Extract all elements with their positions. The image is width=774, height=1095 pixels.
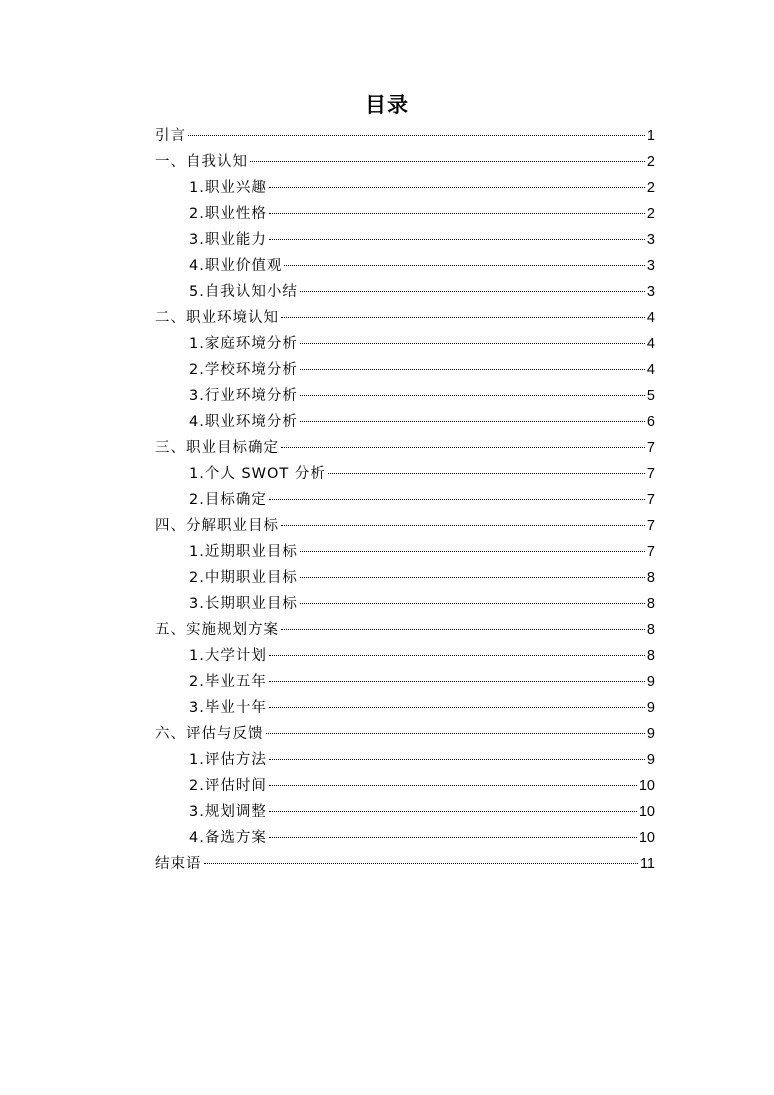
toc-dot-leader [281, 447, 645, 448]
toc-entry[interactable] [155, 383, 655, 409]
toc-dot-leader [269, 837, 637, 838]
toc-entry-label: 3.规划调整 [189, 804, 267, 820]
toc-entry-page-number: 9 [646, 752, 655, 768]
toc-dot-leader [269, 213, 645, 214]
toc-dot-leader [300, 369, 645, 370]
toc-entry-label: 1.职业兴趣 [189, 180, 267, 196]
toc-entry-page-number: 10 [638, 778, 655, 794]
toc-entry-page-number: 4 [646, 310, 655, 326]
toc-entry[interactable] [155, 305, 655, 331]
table-of-contents [155, 123, 655, 877]
toc-dot-leader [300, 551, 645, 552]
toc-entry-page-number: 10 [638, 804, 655, 820]
toc-dot-leader [281, 317, 645, 318]
toc-dot-leader [328, 473, 645, 474]
toc-entry[interactable] [155, 565, 655, 591]
toc-entry-page-number: 8 [646, 596, 655, 612]
toc-entry-label: 2.评估时间 [189, 778, 267, 794]
toc-entry-page-number: 7 [646, 466, 655, 482]
toc-entry-label: 六、评估与反馈 [155, 726, 264, 742]
toc-entry[interactable] [155, 331, 655, 357]
toc-entry-label: 2.目标确定 [189, 492, 267, 508]
toc-entry[interactable] [155, 227, 655, 253]
toc-entry[interactable] [155, 513, 655, 539]
toc-entry[interactable] [155, 539, 655, 565]
toc-entry-label: 4.职业环境分析 [189, 414, 298, 430]
toc-entry-page-number: 9 [646, 674, 655, 690]
toc-entry-label: 5.自我认知小结 [189, 284, 298, 300]
toc-entry-label: 3.职业能力 [189, 232, 267, 248]
toc-entry-label: 二、职业环境认知 [155, 310, 279, 326]
toc-entry-label: 4.备选方案 [189, 830, 267, 846]
toc-dot-leader [269, 187, 645, 188]
toc-entry-page-number: 8 [646, 648, 655, 664]
toc-entry-label: 2.职业性格 [189, 206, 267, 222]
toc-dot-leader [269, 499, 645, 500]
toc-entry[interactable] [155, 123, 655, 149]
toc-dot-leader [269, 681, 645, 682]
toc-title: 目录 [365, 93, 409, 117]
toc-dot-leader [284, 265, 645, 266]
toc-entry-page-number: 11 [639, 856, 655, 872]
toc-entry-page-number: 4 [646, 336, 655, 352]
toc-entry-page-number: 3 [646, 258, 655, 274]
toc-dot-leader [269, 785, 637, 786]
toc-entry-label: 3.长期职业目标 [189, 596, 298, 612]
toc-entry[interactable] [155, 643, 655, 669]
toc-entry[interactable] [155, 721, 655, 747]
toc-entry-page-number: 2 [646, 206, 655, 222]
toc-entry-label: 2.毕业五年 [189, 674, 267, 690]
toc-entry[interactable] [155, 825, 655, 851]
toc-entry-page-number: 6 [646, 414, 655, 430]
toc-entry-page-number: 4 [646, 362, 655, 378]
toc-entry-label: 1.近期职业目标 [189, 544, 298, 560]
toc-entry[interactable] [155, 409, 655, 435]
toc-entry-page-number: 7 [646, 440, 655, 456]
toc-entry-label: 一、自我认知 [155, 154, 248, 170]
toc-dot-leader [300, 577, 645, 578]
toc-entry[interactable] [155, 149, 655, 175]
toc-dot-leader [300, 421, 645, 422]
toc-entry-label: 1.大学计划 [189, 648, 267, 664]
toc-entry[interactable] [155, 487, 655, 513]
toc-dot-leader [300, 343, 645, 344]
toc-entry[interactable] [155, 851, 655, 877]
toc-entry-label: 引言 [155, 128, 186, 144]
toc-entry-label: 4.职业价值观 [189, 258, 283, 274]
toc-entry-label: 三、职业目标确定 [155, 440, 279, 456]
toc-dot-leader [269, 707, 645, 708]
toc-dot-leader [281, 629, 645, 630]
toc-entry-page-number: 7 [646, 518, 655, 534]
toc-entry-label: 3.毕业十年 [189, 700, 267, 716]
toc-entry-page-number: 8 [646, 570, 655, 586]
toc-entry[interactable] [155, 357, 655, 383]
toc-entry[interactable] [155, 201, 655, 227]
toc-dot-leader [300, 603, 645, 604]
toc-dot-leader [269, 759, 645, 760]
toc-entry[interactable] [155, 279, 655, 305]
toc-dot-leader [269, 811, 637, 812]
toc-entry-page-number: 8 [646, 622, 655, 638]
toc-entry-page-number: 1 [646, 128, 655, 144]
toc-dot-leader [188, 135, 645, 136]
toc-entry-label: 1.家庭环境分析 [189, 336, 298, 352]
toc-entry[interactable] [155, 435, 655, 461]
toc-dot-leader [281, 525, 645, 526]
toc-entry-label: 2.中期职业目标 [189, 570, 298, 586]
toc-entry[interactable] [155, 747, 655, 773]
toc-dot-leader [266, 733, 645, 734]
toc-entry-label: 1.个人 SWOT 分析 [189, 466, 326, 482]
toc-entry-label: 结束语 [155, 856, 202, 872]
toc-entry-label: 五、实施规划方案 [155, 622, 279, 638]
toc-entry-page-number: 9 [646, 700, 655, 716]
toc-entry-page-number: 2 [646, 180, 655, 196]
toc-entry-page-number: 3 [646, 232, 655, 248]
toc-entry[interactable] [155, 799, 655, 825]
toc-entry-page-number: 2 [646, 154, 655, 170]
toc-dot-leader [269, 655, 645, 656]
toc-entry-page-number: 5 [646, 388, 655, 404]
toc-entry[interactable] [155, 591, 655, 617]
toc-entry-page-number: 7 [646, 492, 655, 508]
toc-entry-page-number: 3 [646, 284, 655, 300]
toc-entry-label: 3.行业环境分析 [189, 388, 298, 404]
toc-dot-leader [204, 863, 638, 864]
toc-dot-leader [250, 161, 645, 162]
toc-entry-label: 2.学校环境分析 [189, 362, 298, 378]
toc-entry[interactable] [155, 669, 655, 695]
toc-entry[interactable] [155, 617, 655, 643]
toc-entry-page-number: 9 [646, 726, 655, 742]
toc-entry-label: 四、分解职业目标 [155, 518, 279, 534]
toc-entry[interactable] [155, 773, 655, 799]
toc-entry[interactable] [155, 461, 655, 487]
toc-entry-page-number: 7 [646, 544, 655, 560]
toc-dot-leader [269, 239, 645, 240]
toc-entry-label: 1.评估方法 [189, 752, 267, 768]
toc-entry[interactable] [155, 175, 655, 201]
toc-dot-leader [300, 291, 645, 292]
toc-entry[interactable] [155, 253, 655, 279]
toc-entry-page-number: 10 [638, 830, 655, 846]
toc-entry[interactable] [155, 695, 655, 721]
toc-dot-leader [300, 395, 645, 396]
